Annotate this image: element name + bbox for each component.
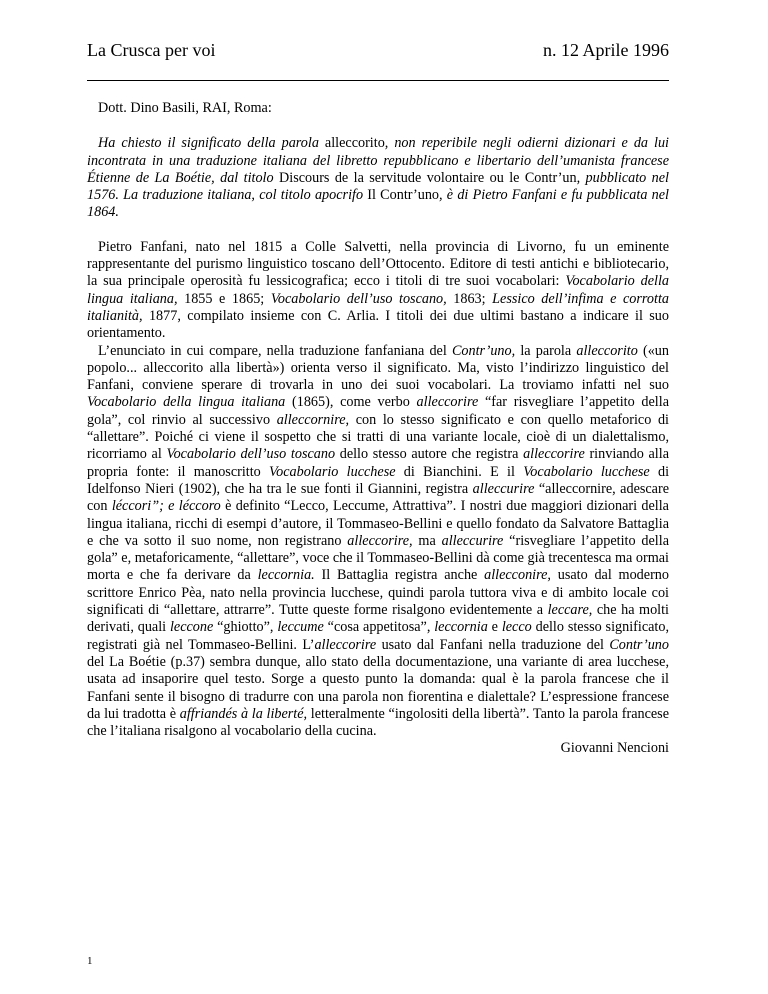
para1-run: Pietro Fanfani, nato nel 1815 a Colle Salvetti, nella provincia di Livorno, fu un eminente rappresentante del purismo linguistico toscano dell’Ottocento. Editore di testi antichi e bibliotecario, la sua principale operosità fu lessicografica; ecco i titoli di tre suoi vocabolari: (87, 238, 669, 290)
para2-run: usato dal moderno scrittore Enrico Pèa, nato nella provincia lucchese, quindi parola tuttora viva e di ambito locale coi significati di “allettare, attrarre”. Tutte queste forme risalgono evidentemente a (87, 567, 669, 619)
para2-run: Il Battaglia registra anche (314, 567, 485, 584)
para2-run: Contr’uno, (451, 342, 516, 359)
para2-run: del La Boétie (p.37) sembra dunque, allo stato della documentazione, una variante di area lucchese, usata ad insaporire quel testo. Sorge a questo punto la domanda: qual è la parola francese che il Fanfani sente il bisogno di tradurre con una parola non fiorentina e dialettale? L’espressione francese da lui tradotta è (87, 653, 669, 722)
question-run: Il Contr’uno (367, 187, 440, 204)
para2-run: Vocabolario lucchese (523, 463, 650, 480)
para2-run: léccori”; e léccoro (111, 498, 221, 515)
para2-run: alleccorire (523, 446, 585, 463)
para2-run: alleccornire, (276, 411, 350, 428)
para2-run: “far risvegliare l’appetito della gola”, col rinvio al successivo (87, 394, 669, 428)
para2-run: L’enunciato in cui compare, nella traduzione fanfaniana del (98, 342, 452, 359)
para2-run: (1865), come verbo (285, 394, 417, 411)
para2-run: dello stesso autore che registra (335, 446, 524, 463)
para1-run: Vocabolario dell’uso toscano, (270, 290, 447, 307)
sender-line: Dott. Dino Basili, RAI, Roma: (98, 100, 272, 116)
para2-run: Contr’uno (609, 636, 669, 653)
para2-run: di Idelfonso Nieri (1902), che ha tra le sue fonti il Giannini, registra (87, 463, 670, 497)
article-body (87, 100, 669, 758)
para2-run: alleccurire (441, 532, 504, 549)
question-paragraph (87, 135, 669, 221)
para2-run: la parola (515, 342, 577, 359)
question-run: Discours de la servitude volontaire ou le Contr’un (279, 169, 577, 186)
author-signature: Giovanni Nencioni (560, 740, 669, 757)
para2-run: con lo stesso significato e con quello metaforico di “allettare”. Poiché ci viene il sospetto che si tratti di una variante locale, cioè di un dialettalismo, ricorriamo al (87, 411, 669, 463)
para1-run: Lessico dell’infima e corrotta italianità, (87, 290, 669, 324)
para1-run: 1863; (446, 290, 493, 307)
para2-run: usato dal Fanfani nella traduzione del (376, 636, 610, 653)
para2-run: alleccorito (576, 342, 638, 359)
para2-run: alleccurire (472, 480, 535, 497)
para2-run: rinviando alla propria fonte: il manoscritto (87, 446, 669, 480)
para2-run: ma (412, 532, 442, 549)
para2-run: leccone (169, 619, 214, 636)
para2-run: leccume (277, 619, 324, 636)
question-run: alleccorito (324, 135, 385, 152)
question-run: , non reperibile negli odierni dizionari e da lui incontrata in una traduzione italiana del libretto repubblicano e libertario dell’umanista francese Étienne de La Boétie, dal titolo (87, 135, 669, 186)
para2-run: Vocabolario dell’uso toscano (166, 446, 336, 463)
para2-run: letteralmente “ingolositi della libertà”. Tanto la parola francese che l’italiana risalgono al vocabolario della cucina. (87, 705, 669, 740)
question-run: , è di Pietro Fanfani e fu pubblicata nel 1864. (87, 187, 669, 221)
para1-run: Vocabolario della lingua italiana, (87, 273, 669, 307)
page-header (87, 40, 669, 81)
para2-run: leccornia (434, 619, 488, 636)
header-publication: La Crusca per voi (87, 40, 216, 60)
para2-run: leccornia. (257, 567, 315, 584)
question-run: , pubblicato nel 1576. La traduzione italiana, col titolo apocrifo (87, 169, 669, 204)
para2-run: “cosa appetitosa”, (323, 619, 435, 636)
para2-run: alleccorire (416, 394, 479, 411)
para2-run: e (487, 619, 502, 636)
para2-run: («un popolo... alleccorito alla libertà») orienta verso il significato. Ma, visto l’indirizzo linguistico del Fanfani, conviene sperare di trovarla in uno dei suoi vocabolari. La troviamo infatti nel suo (87, 342, 669, 394)
para1-run: 1877, compilato insieme con C. Arlia. I titoli dei due ultimi bastano a indicare il suo orientamento. (87, 307, 669, 342)
para2-run: “risvegliare l’appetito della gola” e, metaforicamente, “allettare”, voce che il Tommaseo-Bellini dà come già trecentesca ma ormai morta e che fa derivare da (87, 532, 669, 584)
para2-run: alleccorire (314, 636, 377, 653)
para2-run: allecconire, (484, 567, 551, 584)
para2-run: che ha molti derivati, quali (87, 602, 669, 636)
para2-run: Vocabolario lucchese (269, 463, 396, 480)
para2-run: lecco (501, 619, 532, 636)
para2-run: alleccorire, (347, 532, 413, 549)
para2-run: “alleccornire, adescare con (87, 480, 669, 515)
header-issue-date: n. 12 Aprile 1996 (543, 40, 669, 60)
para2-run: “ghiotto”, (213, 619, 278, 636)
answer-paragraph-1 (87, 239, 669, 343)
para2-run: leccare, (547, 602, 593, 619)
para2-run: Vocabolario della lingua italiana (87, 394, 286, 411)
page-number: 1 (87, 955, 93, 967)
para2-run: dello stesso significato, registrati già nel Tommaseo-Bellini. L’ (87, 619, 669, 653)
para1-run: 1855 e 1865; (177, 290, 271, 307)
question-run: Ha chiesto il significato della parola (98, 135, 325, 152)
para2-run: affriandés à la liberté, (179, 705, 308, 722)
para2-run: è definito “Lecco, Leccume, Attrattiva”. I nostri due maggiori dizionari della lingua italiana, ricchi di esempi d’autore, il Tommaseo-Bellini e quello fondato da Salvatore Battaglia e che va sotto il suo nome, non registrano (87, 498, 669, 549)
answer-paragraph-2 (87, 343, 669, 741)
para2-run: di Bianchini. E il (395, 463, 524, 480)
